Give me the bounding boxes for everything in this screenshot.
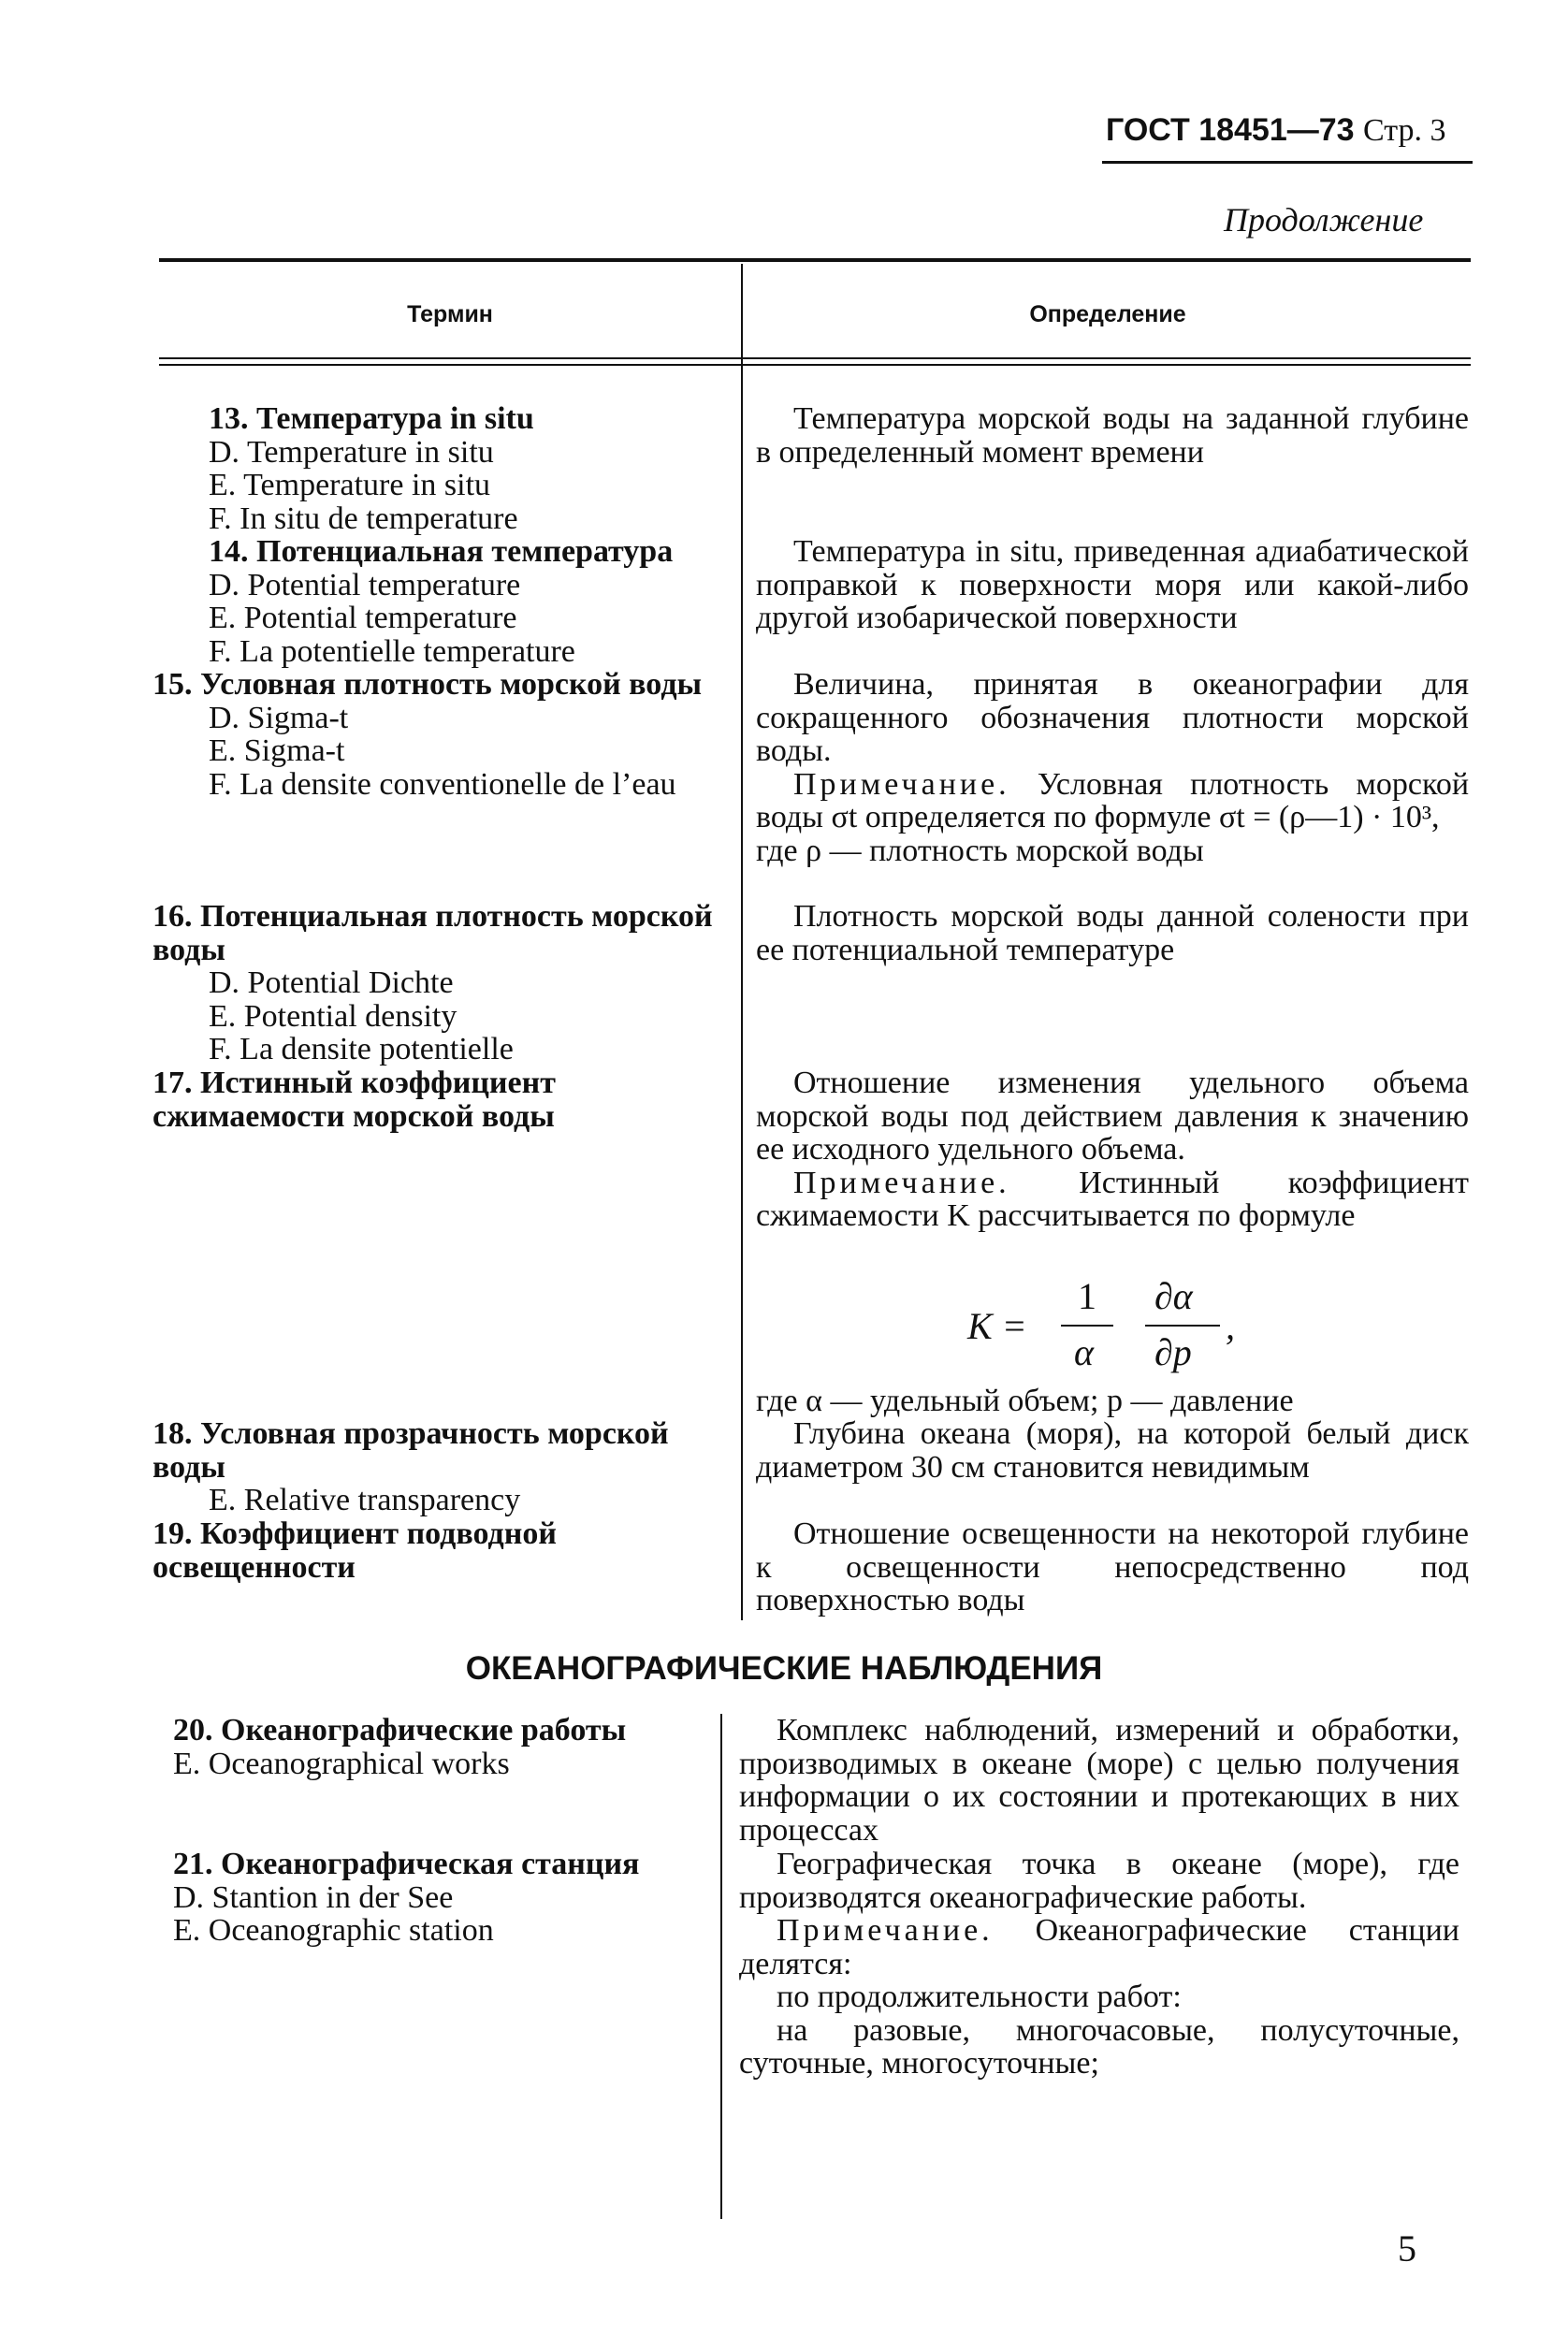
term-title: 20. Океанографические работы [173, 1713, 627, 1748]
table-column-divider [741, 264, 743, 1620]
running-header [1106, 112, 1446, 149]
term-entry-13 [152, 402, 714, 535]
formula-variables: где α — удельный объем; p — давление [756, 1384, 1294, 1418]
note-text: Условная плотность морской воды σt определяется по формуле σt = (ρ—1) · 10³, [756, 766, 1470, 834]
term-translation: F. La densite conventionelle de l’eau [209, 766, 676, 802]
formula-explanation [756, 1385, 1469, 1418]
formula-comma: , [1226, 1305, 1235, 1347]
term-translation: E. Potential temperature [209, 601, 517, 635]
term-title: 16. Потенциальная плотность морской воды [152, 899, 713, 967]
continuation-label: Продолжение [1224, 201, 1424, 239]
table-top-rule [159, 258, 1471, 262]
compressibility-formula [967, 1274, 1248, 1377]
standard-number: ГОСТ 18451—73 [1106, 112, 1355, 148]
definition-text: Глубина океана (моря), на которой белый диск диаметром 30 см становится невидимым [756, 1416, 1469, 1485]
fraction-bar-2 [1145, 1325, 1220, 1327]
note-paragraph [739, 1914, 1459, 1980]
term-translation: E. Potential density [209, 998, 457, 1034]
formula-denominator-2: ∂p [1154, 1331, 1192, 1373]
term-translation: F. La potentielle temperature [209, 633, 575, 669]
table-column-divider-2 [720, 1714, 722, 2219]
definition-entry-16 [756, 900, 1469, 966]
term-title: 14. Потенциальная температура [209, 534, 674, 569]
note-line: по продолжительности работ: [777, 1980, 1182, 2014]
note-label: Примечание. [793, 1165, 1010, 1200]
column-header-definition: Определение [1029, 301, 1186, 327]
term-translation: D. Stantion in der See [173, 1879, 454, 1915]
term-title: 19. Коэффициент подводной освещенности [152, 1516, 557, 1585]
definition-text: Температура морской воды на заданной глубине в определенный момент времени [756, 401, 1469, 470]
definition-text: Плотность морской воды данной солености при ее потенциальной температуре [756, 899, 1469, 967]
table-header-rule-2 [159, 364, 1471, 366]
definition-text: Температура in situ, приведенная адиабатической поправкой к поверхности моря или какой-либо другой изобарической поверхности [756, 534, 1469, 635]
note-paragraph [756, 1167, 1469, 1233]
definition-entry-21 [739, 1848, 1459, 2081]
term-entry-18 [152, 1417, 714, 1517]
term-translation: E. Oceanographic station [173, 1913, 494, 1948]
term-translation: D. Potential Dichte [209, 965, 454, 1000]
definition-text: Величина, принятая в океанографии для сокращенного обозначения плотности морской воды. [756, 667, 1469, 768]
note-text: Истинный коэффициент сжимаемости K рассчитывается по формуле [756, 1165, 1469, 1233]
term-entry-19 [152, 1517, 714, 1584]
term-title: 13. Температура in situ [209, 401, 534, 436]
term-entry-16 [152, 900, 714, 1066]
formula-numerator-1: 1 [1078, 1275, 1096, 1317]
definition-text: Отношение изменения удельного объема морской воды под действием давления к значению ее исходного удельного объема. [756, 1066, 1469, 1167]
definition-entry-18 [756, 1417, 1469, 1484]
term-translation: F. La densite potentielle [209, 1032, 514, 1066]
term-title: 21. Океанографическая станция [173, 1847, 640, 1881]
term-entry-17 [152, 1066, 714, 1133]
term-translation: D. Potential temperature [209, 567, 521, 602]
term-translation: D. Sigma-t [209, 700, 349, 735]
formula-numerator-2: ∂α [1154, 1275, 1193, 1317]
term-translation: D. Temperature in situ [209, 434, 494, 470]
definition-text: Комплекс наблюдений, измерений и обработки, производимых в океане (море) с целью получения информации о их состоянии и протекающих в них процессах [739, 1713, 1459, 1848]
definition-entry-19 [756, 1517, 1469, 1617]
note-text: Океанографические станции делятся: [739, 1913, 1460, 1981]
term-translation: E. Oceanographical works [173, 1746, 510, 1781]
definition-entry-15 [756, 668, 1469, 867]
definition-text: Отношение освещенности на некоторой глубине к освещенности непосредственно под поверхностью воды [756, 1516, 1469, 1617]
note-paragraph [756, 768, 1469, 834]
term-title: 17. Истинный коэффициент сжимаемости морской воды [152, 1066, 556, 1134]
definition-entry-14 [756, 535, 1469, 635]
term-translation: F. In situ de temperature [209, 500, 518, 536]
term-entry-21 [117, 1848, 716, 1948]
note-label: Примечание. [793, 766, 1010, 802]
term-entry-14 [152, 535, 714, 668]
term-title: 15. Условная плотность морской воды [152, 667, 703, 702]
term-translation: E. Temperature in situ [209, 468, 491, 502]
definition-entry-20 [739, 1714, 1459, 1847]
term-title: 18. Условная прозрачность морской воды [152, 1416, 669, 1485]
term-translation: E. Sigma-t [209, 733, 345, 768]
term-entry-20 [117, 1714, 716, 1780]
column-header-term: Термин [407, 301, 493, 327]
note-line: на разовые, многочасовые, полусуточные, суточные, многосуточные; [739, 2012, 1459, 2081]
definition-text: Географическая точка в океане (море), где производятся океанографические работы. [739, 1847, 1459, 1915]
term-entry-15 [152, 668, 714, 801]
page-number: 5 [1398, 2227, 1416, 2270]
fraction-bar-1 [1061, 1325, 1113, 1327]
definition-entry-17 [756, 1066, 1469, 1233]
header-underline [1102, 161, 1473, 164]
page-label: Стр. 3 [1363, 113, 1446, 148]
formula-denominator-1: α [1074, 1331, 1094, 1373]
term-translation: E. Relative transparency [209, 1483, 521, 1517]
note-tail: где ρ — плотность морской воды [756, 833, 1204, 868]
section-title: ОКЕАНОГРАФИЧЕСКИЕ НАБЛЮДЕНИЯ [465, 1650, 1103, 1687]
table-header-rule-1 [159, 357, 1471, 359]
note-label: Примечание. [777, 1913, 994, 1948]
definition-entry-13 [756, 402, 1469, 469]
formula-lhs: K = [967, 1305, 1027, 1347]
